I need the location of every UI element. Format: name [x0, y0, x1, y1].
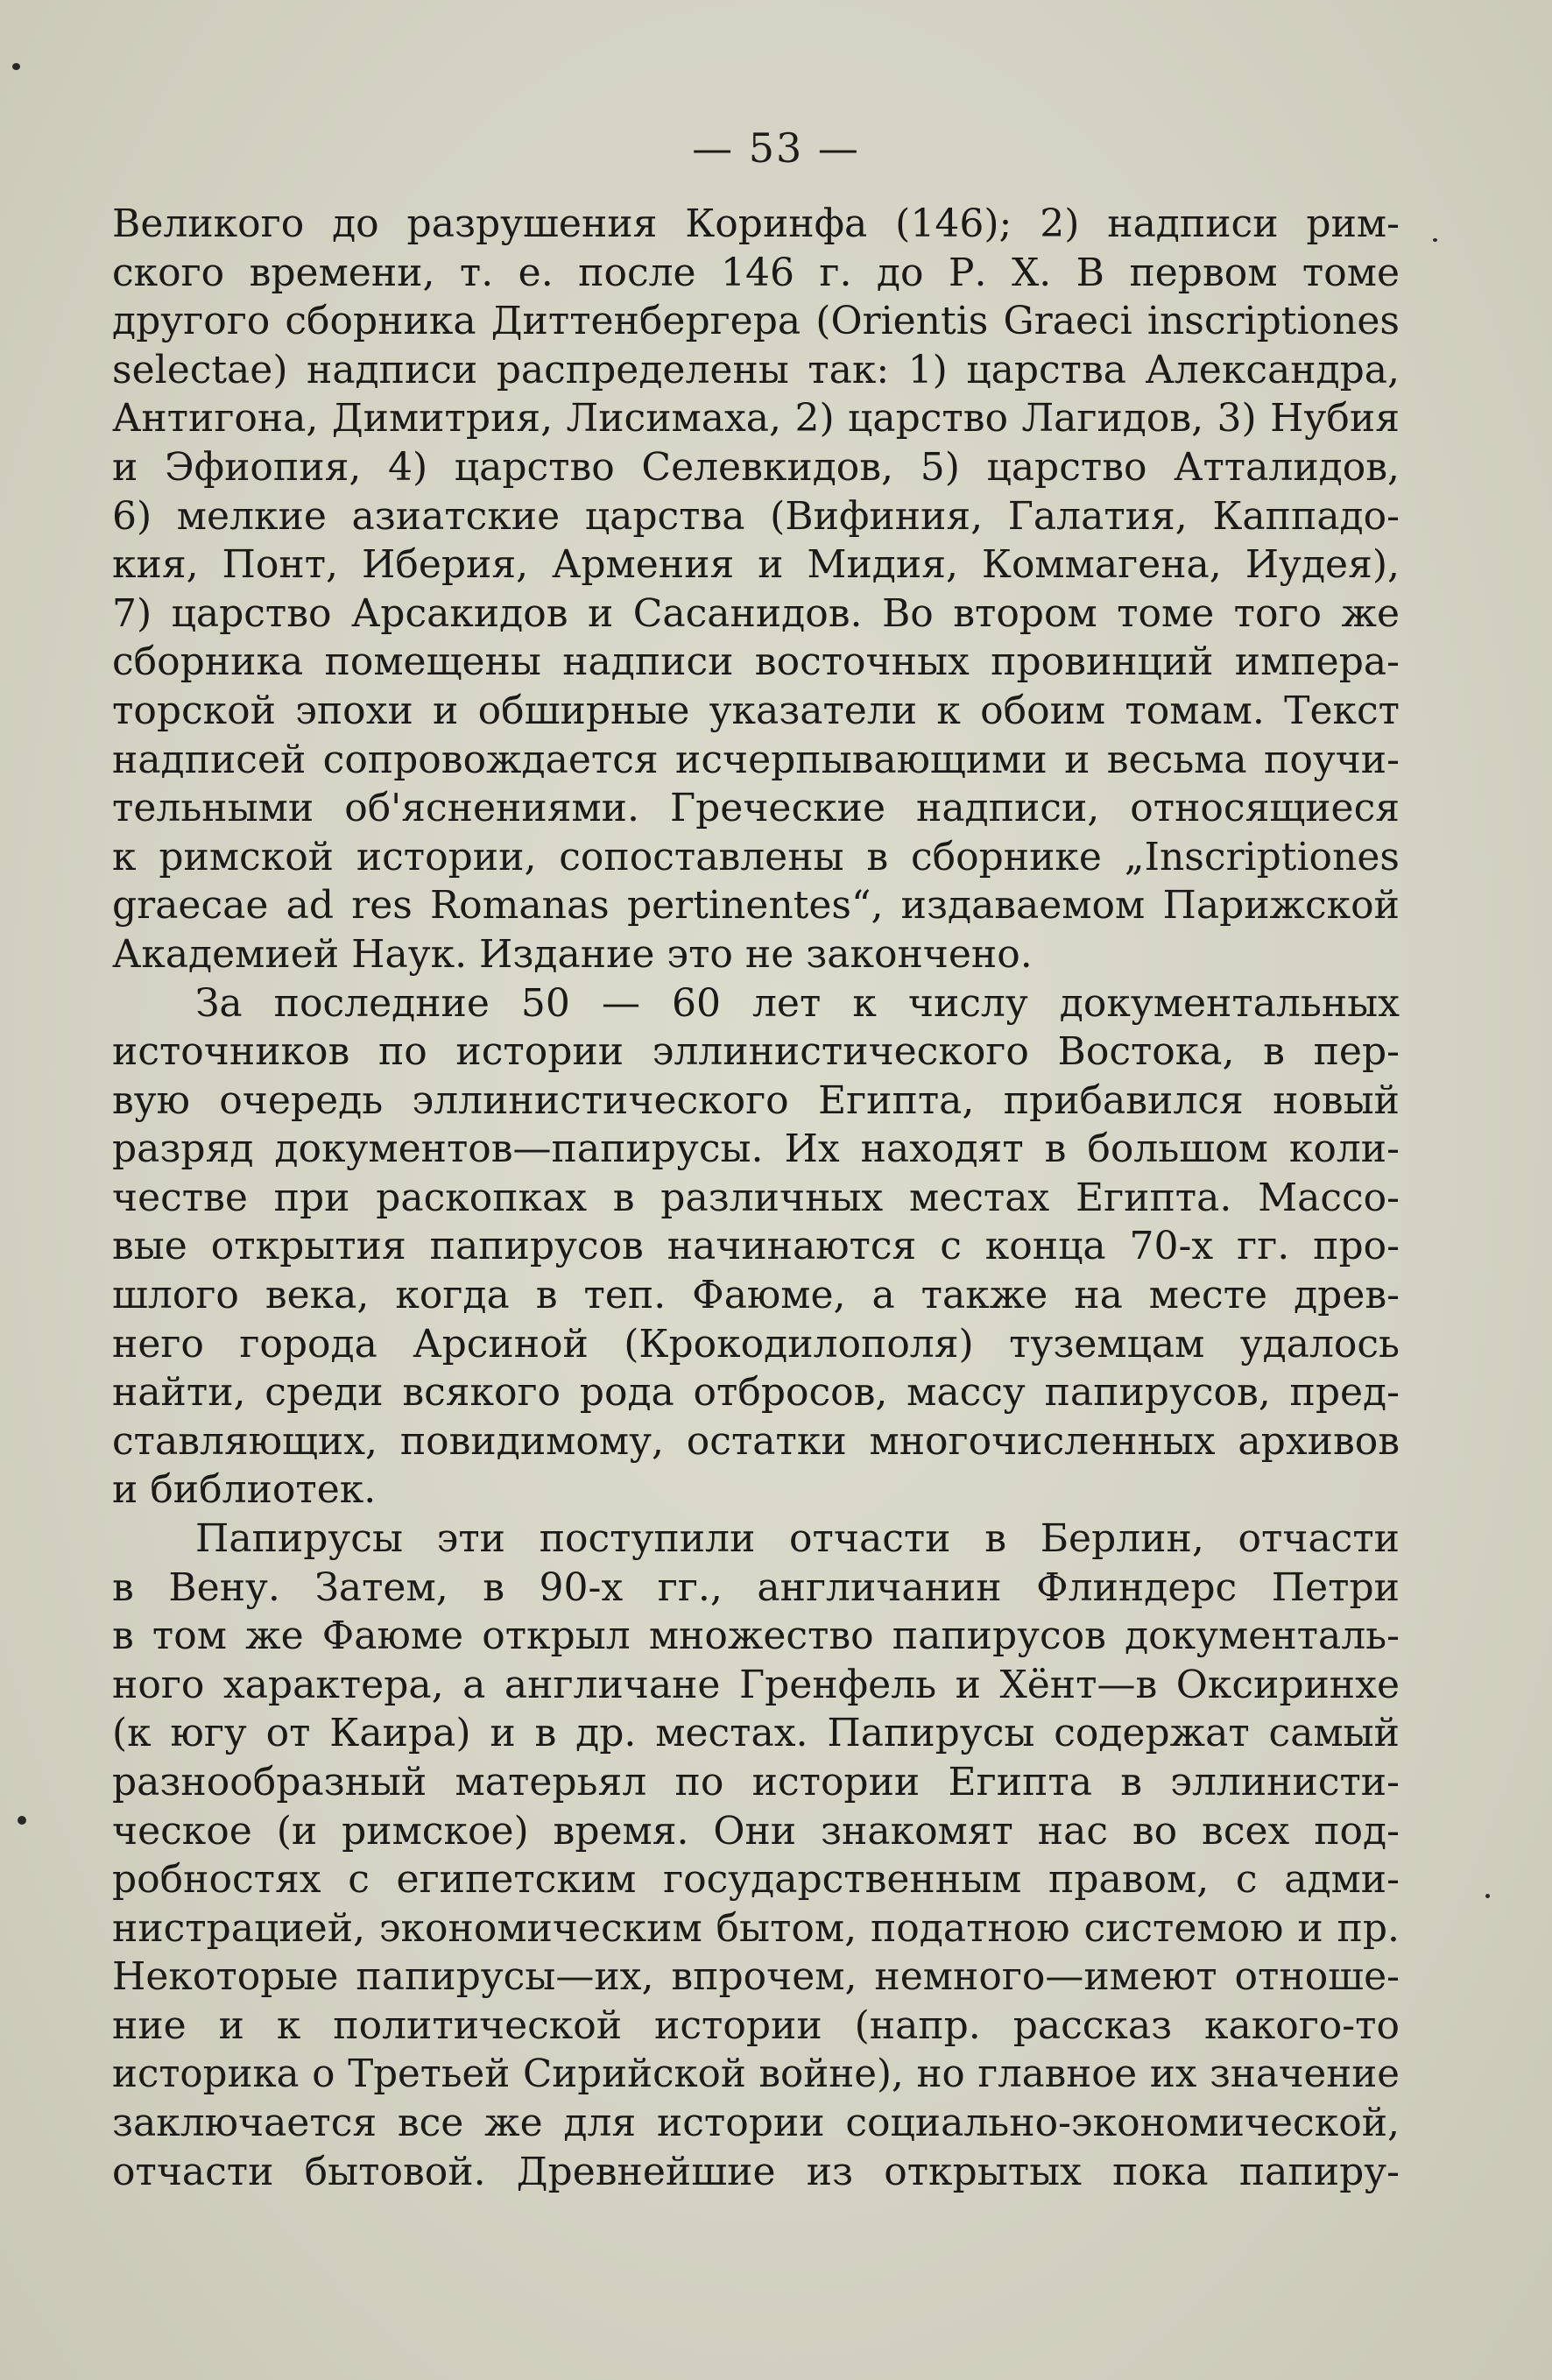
text-line: (к югу от Каира) и в др. местах. Папирусы содержат самый	[112, 1711, 1400, 1756]
text-line: За последние 50 — 60 лет к числу документальных	[195, 980, 1400, 1026]
text-line: ческое (и римское) время. Они знакомят нас во всех под-	[112, 1808, 1400, 1854]
text-line: Папирусы эти поступили отчасти в Берлин, отчасти	[195, 1516, 1400, 1562]
text-line: Некоторые папирусы—их, впрочем, немного—имеют отноше-	[112, 1954, 1400, 2000]
text-line: Антигона, Димитрия, Лисимаха, 2) царство Лагидов, 3) Нубия	[112, 396, 1400, 441]
text-line: и Эфиопия, 4) царство Селевкидов, 5) царство Атталидов,	[112, 444, 1400, 490]
text-line: и библиотек.	[112, 1467, 377, 1513]
text-line: найти, среди всякого рода отбросов, массу папирусов, пред-	[112, 1370, 1400, 1416]
scan-speck	[12, 63, 20, 70]
text-line: Великого до разрушения Коринфа (146); 2) надписи рим-	[112, 201, 1400, 246]
text-line: selectae) надписи распределены так: 1) царства Александра,	[112, 347, 1400, 392]
page-number: — 53 —	[692, 124, 860, 172]
text-line: тельными об'яснениями. Греческие надписи, относящиеся	[112, 786, 1400, 831]
text-line: источников по истории эллинистического Востока, в пер-	[112, 1029, 1400, 1075]
text-line: разряд документов—папирусы. Их находят в большом коли-	[112, 1126, 1400, 1172]
text-line: нистрацией, экономическим бытом, податною системою и пр.	[112, 1905, 1400, 1951]
text-line: вые открытия папирусов начинаются с конца 70-х гг. про-	[112, 1224, 1400, 1269]
text-line: надписей сопровождается исчерпывающими и весьма поучи-	[112, 737, 1400, 782]
text-line: шлого века, когда в теп. Фаюме, а также на месте древ-	[112, 1273, 1400, 1318]
text-line: честве при раскопках в различных местах Египта. Массо-	[112, 1175, 1400, 1220]
scan-speck	[18, 1816, 26, 1825]
text-line: отчасти бытовой. Древнейшие из открытых пока папиру-	[112, 2149, 1400, 2194]
text-line: другого сборника Диттенбергера (Orientis Graeci inscriptiones	[112, 299, 1400, 344]
text-line: историка о Третьей Сирийской войне), но главное их значение	[112, 2052, 1400, 2096]
text-line: робностях с египетским государственным правом, с адми-	[112, 1857, 1400, 1903]
text-line: торской эпохи и обширные указатели к обоим томам. Текст	[112, 688, 1400, 733]
text-line: вую очередь эллинистического Египта, прибавился новый	[112, 1077, 1400, 1123]
text-line: graecae ad res Romanas pertinentes“, издаваемом Парижской	[112, 883, 1400, 929]
text-line: к римской истории, сопоставлены в сборнике „Inscriptiones	[112, 834, 1400, 879]
text-line: него города Арсиной (Крокодилополя) туземцам удалось	[112, 1321, 1400, 1367]
text-line: в Вену. Затем, в 90-х гг., англичанин Флиндерс Петри	[112, 1564, 1400, 1610]
text-line: 7) царство Арсакидов и Сасанидов. Во втором томе того же	[112, 590, 1400, 636]
text-line: разнообразный матерьял по истории Египта в эллинисти-	[112, 1760, 1400, 1804]
text-line: Академией Наук. Издание это не закончено.	[112, 931, 1033, 977]
body-text	[112, 200, 1400, 2196]
text-line: ние и к политической истории (напр. рассказ какого-то	[112, 2002, 1400, 2048]
scan-speck	[1433, 238, 1437, 242]
text-line: ставляющих, повидимому, остатки многочисленных архивов	[112, 1418, 1400, 1464]
text-line: в том же Фаюме открыл множество папирусов документаль-	[112, 1614, 1400, 1659]
text-line: ного характера, а англичане Гренфель и Хёнт—в Оксиринхе	[112, 1662, 1400, 1707]
text-line: сборника помещены надписи восточных провинций импера-	[112, 639, 1400, 685]
text-line: ского времени, т. е. после 146 г. до Р. Х. В первом томе	[112, 250, 1400, 295]
text-line: 6) мелкие азиатские царства (Вифиния, Галатия, Каппадо-	[112, 493, 1400, 539]
text-line: заключается все же для истории социально-экономической,	[112, 2101, 1400, 2146]
text-line: кия, Понт, Иберия, Армения и Мидия, Коммагена, Иудея),	[112, 542, 1400, 588]
scan-speck	[1485, 1894, 1490, 1898]
